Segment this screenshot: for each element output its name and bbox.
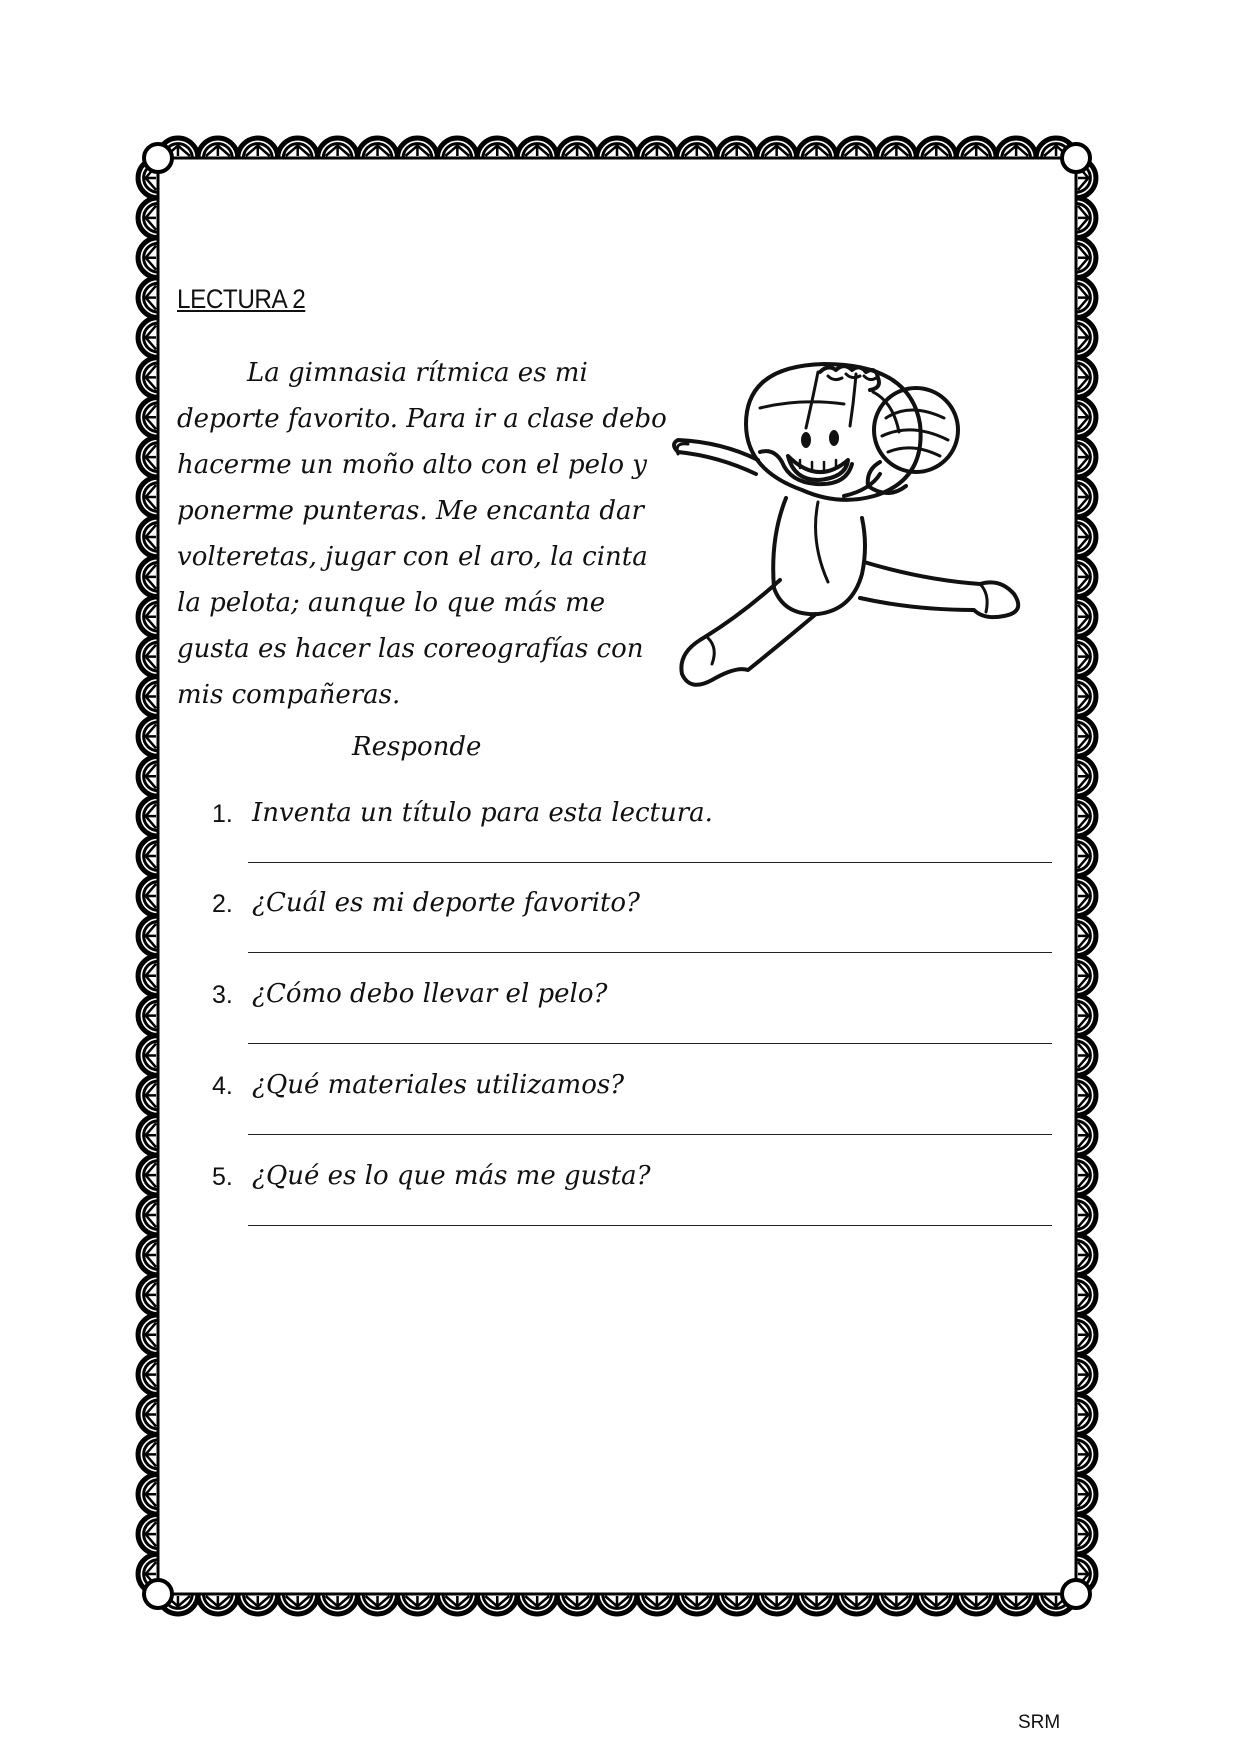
border-scallop xyxy=(138,1474,158,1514)
border-scallop xyxy=(797,1594,837,1614)
border-scallop xyxy=(138,1075,158,1115)
border-scallop xyxy=(996,1594,1036,1614)
border-scallop xyxy=(358,138,398,158)
border-scallop xyxy=(138,357,158,397)
border-scallop xyxy=(1076,1514,1096,1554)
border-scallop xyxy=(1076,836,1096,876)
border-scallop xyxy=(138,796,158,836)
border-corner xyxy=(144,144,172,172)
border-scallop xyxy=(397,138,437,158)
border-scallop xyxy=(138,437,158,477)
border-scallop xyxy=(1076,397,1096,437)
border-scallop xyxy=(1076,1036,1096,1076)
border-scallop xyxy=(597,138,637,158)
border-scallop xyxy=(198,138,238,158)
border-scallop xyxy=(717,138,757,158)
border-scallop xyxy=(1076,956,1096,996)
border-scallop xyxy=(876,138,916,158)
border-scallop xyxy=(1076,278,1096,318)
border-scallop xyxy=(138,198,158,238)
border-scallop xyxy=(1076,198,1096,238)
border-scallop xyxy=(1076,1195,1096,1235)
border-scallop xyxy=(138,1115,158,1155)
border-scallop xyxy=(138,1036,158,1076)
reading-line: gusta es hacer las coreografías con xyxy=(177,634,644,664)
border-scallop xyxy=(138,597,158,637)
reading-text xyxy=(177,350,677,718)
question-text: ¿Qué es lo que más me gusta? xyxy=(252,1161,651,1191)
border-scallop xyxy=(1076,796,1096,836)
question-item xyxy=(212,1072,1052,1132)
border-scallop xyxy=(477,138,517,158)
border-scallop xyxy=(517,138,557,158)
border-scallop xyxy=(138,1514,158,1554)
border-scallop xyxy=(517,1594,557,1614)
border-scallop xyxy=(1076,238,1096,278)
border-scallop xyxy=(637,138,677,158)
border-scallop xyxy=(1076,1315,1096,1355)
border-scallop xyxy=(318,1594,358,1614)
border-scallop xyxy=(797,138,837,158)
border-scallop xyxy=(1076,756,1096,796)
border-scallop xyxy=(837,1594,877,1614)
border-scallop xyxy=(138,557,158,597)
border-scallop xyxy=(138,916,158,956)
border-scallop xyxy=(138,1395,158,1435)
border-scallop xyxy=(138,477,158,517)
border-scallop xyxy=(1076,477,1096,517)
border-scallop xyxy=(397,1594,437,1614)
question-item xyxy=(212,1163,1052,1223)
border-scallop xyxy=(677,138,717,158)
border-scallop xyxy=(1076,437,1096,477)
question-number: 2. xyxy=(212,890,233,918)
border-corner xyxy=(1062,144,1090,172)
question-text: ¿Qué materiales utilizamos? xyxy=(252,1070,625,1100)
border-scallop xyxy=(138,716,158,756)
border-scallop xyxy=(278,1594,318,1614)
border-scallop xyxy=(138,1434,158,1474)
border-scallop xyxy=(1076,1075,1096,1115)
border-scallop xyxy=(138,278,158,318)
border-scallop xyxy=(1076,1275,1096,1315)
border-scallop xyxy=(757,138,797,158)
border-scallop xyxy=(1076,876,1096,916)
question-item xyxy=(212,981,1052,1041)
answer-line[interactable] xyxy=(248,862,1052,863)
border-scallop xyxy=(358,1594,398,1614)
border-scallop xyxy=(1076,996,1096,1036)
border-scallop xyxy=(1076,357,1096,397)
reading-line: ponerme punteras. Me encanta dar xyxy=(177,496,644,526)
gymnast-illustration xyxy=(668,352,1068,697)
border-corner xyxy=(1062,1580,1090,1608)
border-scallop xyxy=(1076,677,1096,717)
border-scallop xyxy=(138,1195,158,1235)
border-scallop xyxy=(318,138,358,158)
border-scallop xyxy=(138,238,158,278)
border-scallop xyxy=(637,1594,677,1614)
border-scallop xyxy=(138,318,158,358)
border-scallop xyxy=(557,138,597,158)
border-scallop xyxy=(1076,637,1096,677)
border-scallop xyxy=(138,1275,158,1315)
border-scallop xyxy=(1076,517,1096,557)
border-scallop xyxy=(238,1594,278,1614)
question-item xyxy=(212,800,1052,860)
border-scallop xyxy=(138,397,158,437)
border-scallop xyxy=(1076,597,1096,637)
border-scallop xyxy=(1076,1235,1096,1275)
reading-line: deporte favorito. Para ir a clase debo xyxy=(177,404,667,434)
border-scallop xyxy=(1076,1474,1096,1514)
author-credit: SRM xyxy=(1018,1712,1061,1733)
question-text: Inventa un título para esta lectura. xyxy=(252,798,713,828)
border-scallop xyxy=(677,1594,717,1614)
border-scallop xyxy=(138,677,158,717)
border-scallop xyxy=(138,876,158,916)
border-scallop xyxy=(837,138,877,158)
border-scallop xyxy=(1076,1395,1096,1435)
border-scallop xyxy=(916,138,956,158)
border-scallop xyxy=(437,1594,477,1614)
border-corner xyxy=(144,1580,172,1608)
reading-line: la pelota; aunque lo que más me xyxy=(177,588,606,618)
border-scallop xyxy=(138,836,158,876)
question-number: 1. xyxy=(212,800,233,828)
border-scallop xyxy=(1076,1155,1096,1195)
border-scallop xyxy=(138,756,158,796)
border-scallop xyxy=(138,517,158,557)
border-scallop xyxy=(278,138,318,158)
border-scallop xyxy=(1076,1434,1096,1474)
reading-line: volteretas, jugar con el aro, la cinta xyxy=(177,542,648,572)
question-number: 4. xyxy=(212,1072,233,1100)
border-scallop xyxy=(437,138,477,158)
border-scallop xyxy=(996,138,1036,158)
border-scallop xyxy=(138,637,158,677)
border-scallop xyxy=(956,1594,996,1614)
border-scallop xyxy=(597,1594,637,1614)
responde-heading: Responde xyxy=(352,732,482,762)
border-scallop xyxy=(1076,916,1096,956)
border-scallop xyxy=(138,1355,158,1395)
border-scallop xyxy=(1076,557,1096,597)
border-scallop xyxy=(477,1594,517,1614)
reading-title: LECTURA 2 xyxy=(177,284,306,314)
question-number: 3. xyxy=(212,981,233,1009)
border-scallop xyxy=(1076,1355,1096,1395)
border-scallop xyxy=(1076,1115,1096,1155)
border-scallop xyxy=(757,1594,797,1614)
border-scallop xyxy=(138,1235,158,1275)
border-scallop xyxy=(717,1594,757,1614)
border-scallop xyxy=(876,1594,916,1614)
question-item xyxy=(212,890,1052,950)
question-text: ¿Cuál es mi deporte favorito? xyxy=(252,888,640,918)
answer-line[interactable] xyxy=(248,1043,1052,1044)
question-text: ¿Cómo debo llevar el pelo? xyxy=(252,979,608,1009)
border-scallop xyxy=(956,138,996,158)
reading-line: La gimnasia rítmica es mi xyxy=(247,358,588,388)
border-scallop xyxy=(138,956,158,996)
border-scallop xyxy=(238,138,278,158)
question-number: 5. xyxy=(212,1163,233,1191)
border-scallop xyxy=(138,1315,158,1355)
border-scallop xyxy=(138,1155,158,1195)
border-scallop xyxy=(557,1594,597,1614)
border-scallop xyxy=(1076,716,1096,756)
reading-line: mis compañeras. xyxy=(177,680,401,710)
answer-line[interactable] xyxy=(248,952,1052,953)
answer-line[interactable] xyxy=(248,1225,1052,1226)
border-scallop xyxy=(138,996,158,1036)
reading-line: hacerme un moño alto con el pelo y xyxy=(177,450,647,480)
answer-line[interactable] xyxy=(248,1134,1052,1135)
border-scallop xyxy=(198,1594,238,1614)
border-scallop xyxy=(916,1594,956,1614)
border-scallop xyxy=(1076,318,1096,358)
